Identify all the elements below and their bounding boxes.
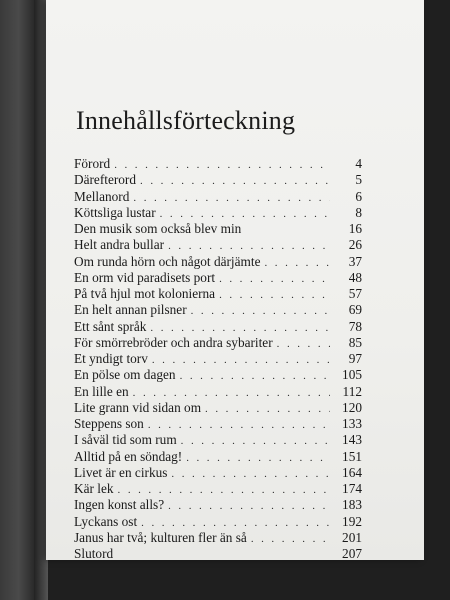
toc-entry-title: Janus har två; kulturen fler än så <box>74 529 247 545</box>
toc-entry-title: Förord <box>74 156 111 171</box>
dot-leader <box>277 336 330 352</box>
toc-entry <box>74 416 362 432</box>
toc-entry-page: 78 <box>348 318 362 334</box>
toc-entry-title: En orm vid paradisets port <box>74 269 216 285</box>
toc-entry-title: Lite grann vid sidan om <box>74 399 202 415</box>
toc-entry-page: 48 <box>348 269 362 285</box>
toc-entry-title: Därefterord <box>74 172 137 188</box>
dot-leader <box>148 417 330 433</box>
toc-entry-page: 69 <box>348 302 362 318</box>
toc-entry-title: Den musik som också blev min <box>74 221 242 236</box>
dot-leader <box>168 498 330 514</box>
dot-leader <box>160 206 330 222</box>
toc-entry <box>74 221 362 237</box>
toc-entry-title: Alltid på en söndag! <box>74 448 183 464</box>
toc-entry-page: 192 <box>342 513 362 529</box>
toc-entry <box>74 367 362 383</box>
dot-leader <box>219 287 330 303</box>
toc-entry <box>74 400 362 416</box>
facing-page-edge <box>0 0 34 600</box>
toc-entry-title: Steppens son <box>74 416 144 431</box>
toc-entry-page: 174 <box>342 481 362 496</box>
dot-leader <box>251 531 330 547</box>
toc-entry <box>74 384 362 400</box>
toc-entry <box>74 189 362 205</box>
toc-entry <box>74 497 362 513</box>
page-title: Innehållsförteckning <box>76 106 296 135</box>
toc-entry-page: 85 <box>348 334 362 350</box>
dot-leader <box>205 401 330 417</box>
table-of-contents <box>74 156 362 562</box>
toc-entry <box>74 156 362 172</box>
book-page <box>46 0 424 560</box>
toc-entry-page: 201 <box>342 529 362 545</box>
toc-entry <box>74 481 362 497</box>
toc-entry-title: Ett sånt språk <box>74 318 147 334</box>
toc-entry-page: 5 <box>355 172 362 188</box>
toc-entry-title: En pölse om dagen <box>74 367 176 383</box>
dot-leader <box>186 450 330 466</box>
toc-entry <box>74 449 362 465</box>
toc-entry <box>74 270 362 286</box>
dot-leader <box>191 303 330 319</box>
dot-leader <box>168 238 330 254</box>
toc-entry <box>74 302 362 318</box>
toc-entry-page: 183 <box>342 497 362 513</box>
toc-entry-title: Mellanord <box>74 188 130 204</box>
toc-entry-page: 133 <box>342 416 362 431</box>
toc-entry <box>74 546 362 562</box>
toc-entry <box>74 205 362 221</box>
toc-entry-title: Livet är en cirkus <box>74 464 168 480</box>
dot-leader <box>140 173 330 189</box>
toc-entry-title: Et yndigt torv <box>74 351 148 366</box>
toc-entry-title: Köttsliga lustar <box>74 204 156 220</box>
toc-entry-title: För smörrebröder och andra sybariter <box>74 334 273 350</box>
dot-leader <box>219 271 330 287</box>
toc-entry <box>74 351 362 367</box>
dot-leader <box>264 255 330 271</box>
toc-entry-title: Ingen konst alls? <box>74 497 165 513</box>
dot-leader <box>180 368 330 384</box>
dot-leader <box>181 433 330 449</box>
toc-entry-page: 4 <box>355 156 362 171</box>
toc-entry <box>74 254 362 270</box>
toc-entry-page: 112 <box>342 383 362 399</box>
toc-entry-title: I såväl tid som rum <box>74 432 177 448</box>
toc-entry-page: 8 <box>355 204 362 220</box>
toc-entry-title: Slutord <box>74 546 114 561</box>
toc-entry-title: På två hjul mot kolonierna <box>74 286 216 301</box>
toc-entry-title: Lyckans ost <box>74 513 138 529</box>
toc-entry-page: 97 <box>348 351 362 366</box>
toc-entry-page: 120 <box>342 399 362 415</box>
toc-entry <box>74 432 362 448</box>
dot-leader <box>118 482 330 498</box>
dot-leader <box>171 466 330 482</box>
toc-entry-title: Kär lek <box>74 481 114 496</box>
toc-entry-title: En helt annan pilsner <box>74 302 187 318</box>
toc-entry <box>74 172 362 188</box>
dot-leader <box>133 385 330 401</box>
dot-leader <box>114 157 330 173</box>
toc-entry-page: 143 <box>342 432 362 448</box>
toc-entry-page: 16 <box>348 221 362 236</box>
dot-leader <box>141 515 330 531</box>
toc-entry-page: 105 <box>342 367 362 383</box>
toc-entry-page: 207 <box>342 546 362 561</box>
toc-entry-page: 37 <box>348 253 362 269</box>
dot-leader <box>133 190 330 206</box>
toc-entry <box>74 465 362 481</box>
toc-entry <box>74 319 362 335</box>
toc-entry-title: Om runda hörn och något därjämte <box>74 253 261 269</box>
toc-entry-page: 57 <box>348 286 362 301</box>
toc-entry-page: 164 <box>342 464 362 480</box>
toc-entry-page: 26 <box>348 237 362 253</box>
toc-entry-title: Helt andra bullar <box>74 237 165 253</box>
toc-entry <box>74 286 362 302</box>
toc-entry-page: 151 <box>342 448 362 464</box>
toc-entry-page: 6 <box>355 188 362 204</box>
toc-entry <box>74 514 362 530</box>
toc-entry-title: En lille en <box>74 383 129 399</box>
toc-entry <box>74 237 362 253</box>
toc-entry <box>74 530 362 546</box>
toc-entry <box>74 335 362 351</box>
dot-leader <box>150 320 330 336</box>
dot-leader <box>152 352 330 368</box>
